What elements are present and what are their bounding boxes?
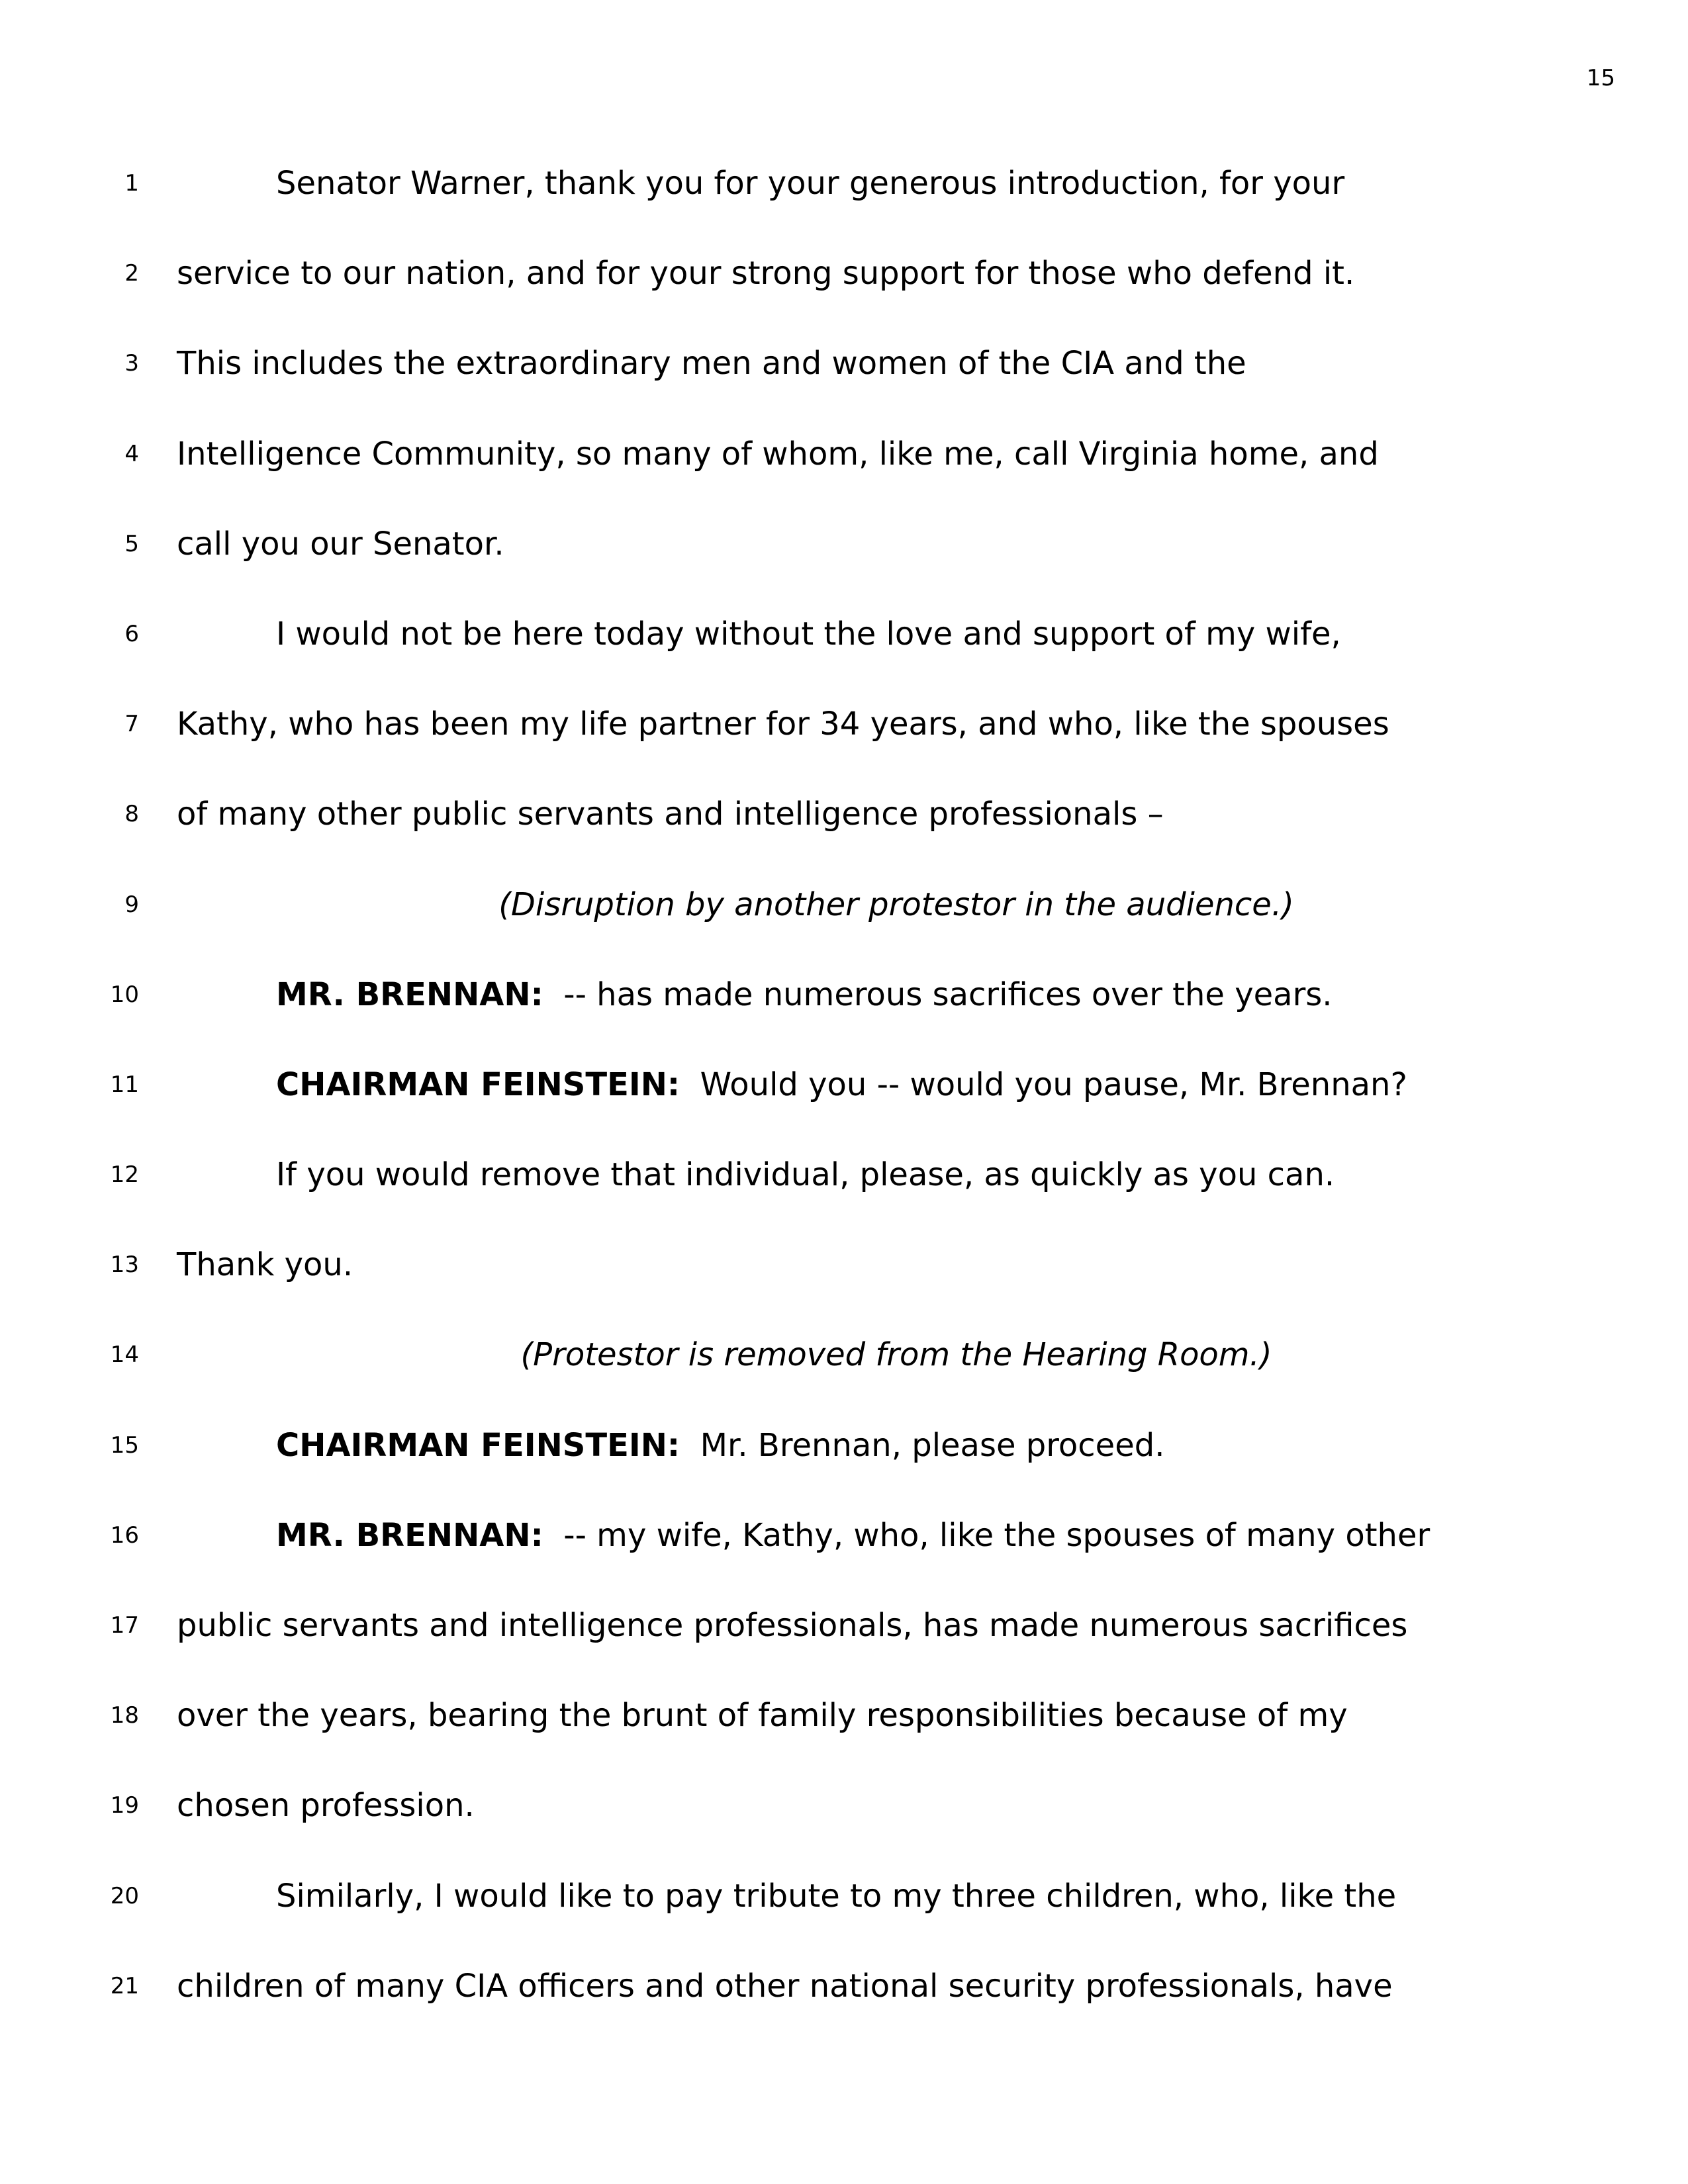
transcript-line <box>0 1670 1688 1760</box>
line-text <box>177 409 1379 499</box>
transcript-line <box>0 138 1688 228</box>
line-text <box>276 1851 1396 1941</box>
line-content: Senator Warner, thank you for your generous introduction, for your <box>276 165 1345 202</box>
transcript-line <box>0 1130 1688 1220</box>
line-content: (Disruption by another protestor in the audience.) <box>498 886 1294 923</box>
transcript-line <box>0 1400 1688 1490</box>
line-text <box>177 679 1389 769</box>
line-number: 21 <box>110 1972 139 1999</box>
speaker-name: CHAIRMAN FEINSTEIN: <box>276 1066 680 1103</box>
page-number: 15 <box>1586 65 1615 91</box>
line-number: 7 <box>124 711 139 738</box>
line-number: 6 <box>124 620 139 647</box>
line-text <box>177 318 1246 408</box>
line-text <box>177 1670 1348 1760</box>
line-number: 20 <box>110 1882 139 1909</box>
line-content: I would not be here today without the love and support of my wife, <box>276 615 1341 653</box>
line-number: 15 <box>110 1432 139 1459</box>
line-content: chosen profession. <box>177 1787 475 1825</box>
line-content: of many other public servants and intelligence professionals – <box>177 796 1164 833</box>
line-content: Intelligence Community, so many of whom, like me, call Virginia home, and <box>177 435 1379 473</box>
line-content: -- my wife, Kathy, who, like the spouses of many other <box>543 1516 1430 1554</box>
transcript-line <box>0 589 1688 679</box>
transcript-line <box>0 1310 1688 1400</box>
line-number: 5 <box>124 530 139 557</box>
stage-direction <box>0 1310 1688 1400</box>
line-number: 3 <box>124 350 139 377</box>
transcript-line <box>0 318 1688 408</box>
line-text <box>276 589 1341 679</box>
line-text <box>177 1580 1407 1670</box>
transcript-line <box>0 679 1688 769</box>
line-content: Kathy, who has been my life partner for 34 years, and who, like the spouses <box>177 705 1389 743</box>
line-content: -- has made numerous sacrifices over the years. <box>543 976 1333 1013</box>
line-text <box>177 228 1354 318</box>
transcript-body <box>0 138 1688 2031</box>
transcript-line <box>0 1040 1688 1130</box>
line-number: 4 <box>124 440 139 467</box>
line-text <box>177 1941 1393 2031</box>
line-content: children of many CIA officers and other national security professionals, have <box>177 1967 1393 2005</box>
speaker-name: MR. BRENNAN: <box>276 976 543 1013</box>
line-number: 14 <box>110 1342 139 1369</box>
line-number: 16 <box>110 1522 139 1549</box>
line-text <box>276 1490 1430 1580</box>
transcript-line <box>0 1851 1688 1941</box>
line-content: call you our Senator. <box>177 525 504 563</box>
line-content: Similarly, I would like to pay tribute to my three children, who, like the <box>276 1877 1397 1915</box>
line-content: This includes the extraordinary men and women of the CIA and the <box>177 345 1246 383</box>
stage-direction <box>0 860 1688 950</box>
line-content: over the years, bearing the brunt of family responsibilities because of my <box>177 1697 1348 1735</box>
line-number: 17 <box>110 1612 139 1639</box>
line-content: Would you -- would you pause, Mr. Brennan? <box>680 1066 1407 1103</box>
line-text <box>276 1130 1335 1220</box>
transcript-line <box>0 1760 1688 1850</box>
line-number: 8 <box>124 801 139 828</box>
transcript-line <box>0 1580 1688 1670</box>
line-content: Mr. Brennan, please proceed. <box>680 1426 1165 1464</box>
transcript-line <box>0 409 1688 499</box>
line-number: 10 <box>110 981 139 1008</box>
transcript-line <box>0 228 1688 318</box>
line-text <box>177 1220 353 1310</box>
line-number: 19 <box>110 1792 139 1819</box>
line-text <box>177 499 504 589</box>
line-content: service to our nation, and for your strong support for those who defend it. <box>177 255 1355 293</box>
line-content: If you would remove that individual, please, as quickly as you can. <box>276 1156 1335 1194</box>
line-text <box>276 1400 1164 1490</box>
transcript-line <box>0 1490 1688 1580</box>
transcript-line <box>0 499 1688 589</box>
line-text <box>177 769 1164 859</box>
transcript-line <box>0 1220 1688 1310</box>
speaker-name: CHAIRMAN FEINSTEIN: <box>276 1426 680 1464</box>
line-text <box>276 950 1333 1040</box>
line-number: 18 <box>110 1702 139 1729</box>
transcript-line <box>0 860 1688 950</box>
line-number: 13 <box>110 1251 139 1279</box>
line-content: (Protestor is removed from the Hearing Room.) <box>520 1336 1272 1374</box>
line-text <box>276 1040 1407 1130</box>
line-number: 2 <box>124 260 139 287</box>
speaker-name: MR. BRENNAN: <box>276 1516 543 1554</box>
line-number: 12 <box>110 1161 139 1189</box>
transcript-line <box>0 950 1688 1040</box>
line-text <box>276 138 1344 228</box>
transcript-line <box>0 1941 1688 2031</box>
line-number: 1 <box>124 170 139 197</box>
line-content: public servants and intelligence professionals, has made numerous sacrifices <box>177 1607 1408 1644</box>
line-text <box>177 1760 475 1850</box>
line-content: Thank you. <box>177 1246 353 1284</box>
transcript-line <box>0 769 1688 859</box>
line-number: 11 <box>110 1071 139 1098</box>
line-number: 9 <box>124 891 139 918</box>
